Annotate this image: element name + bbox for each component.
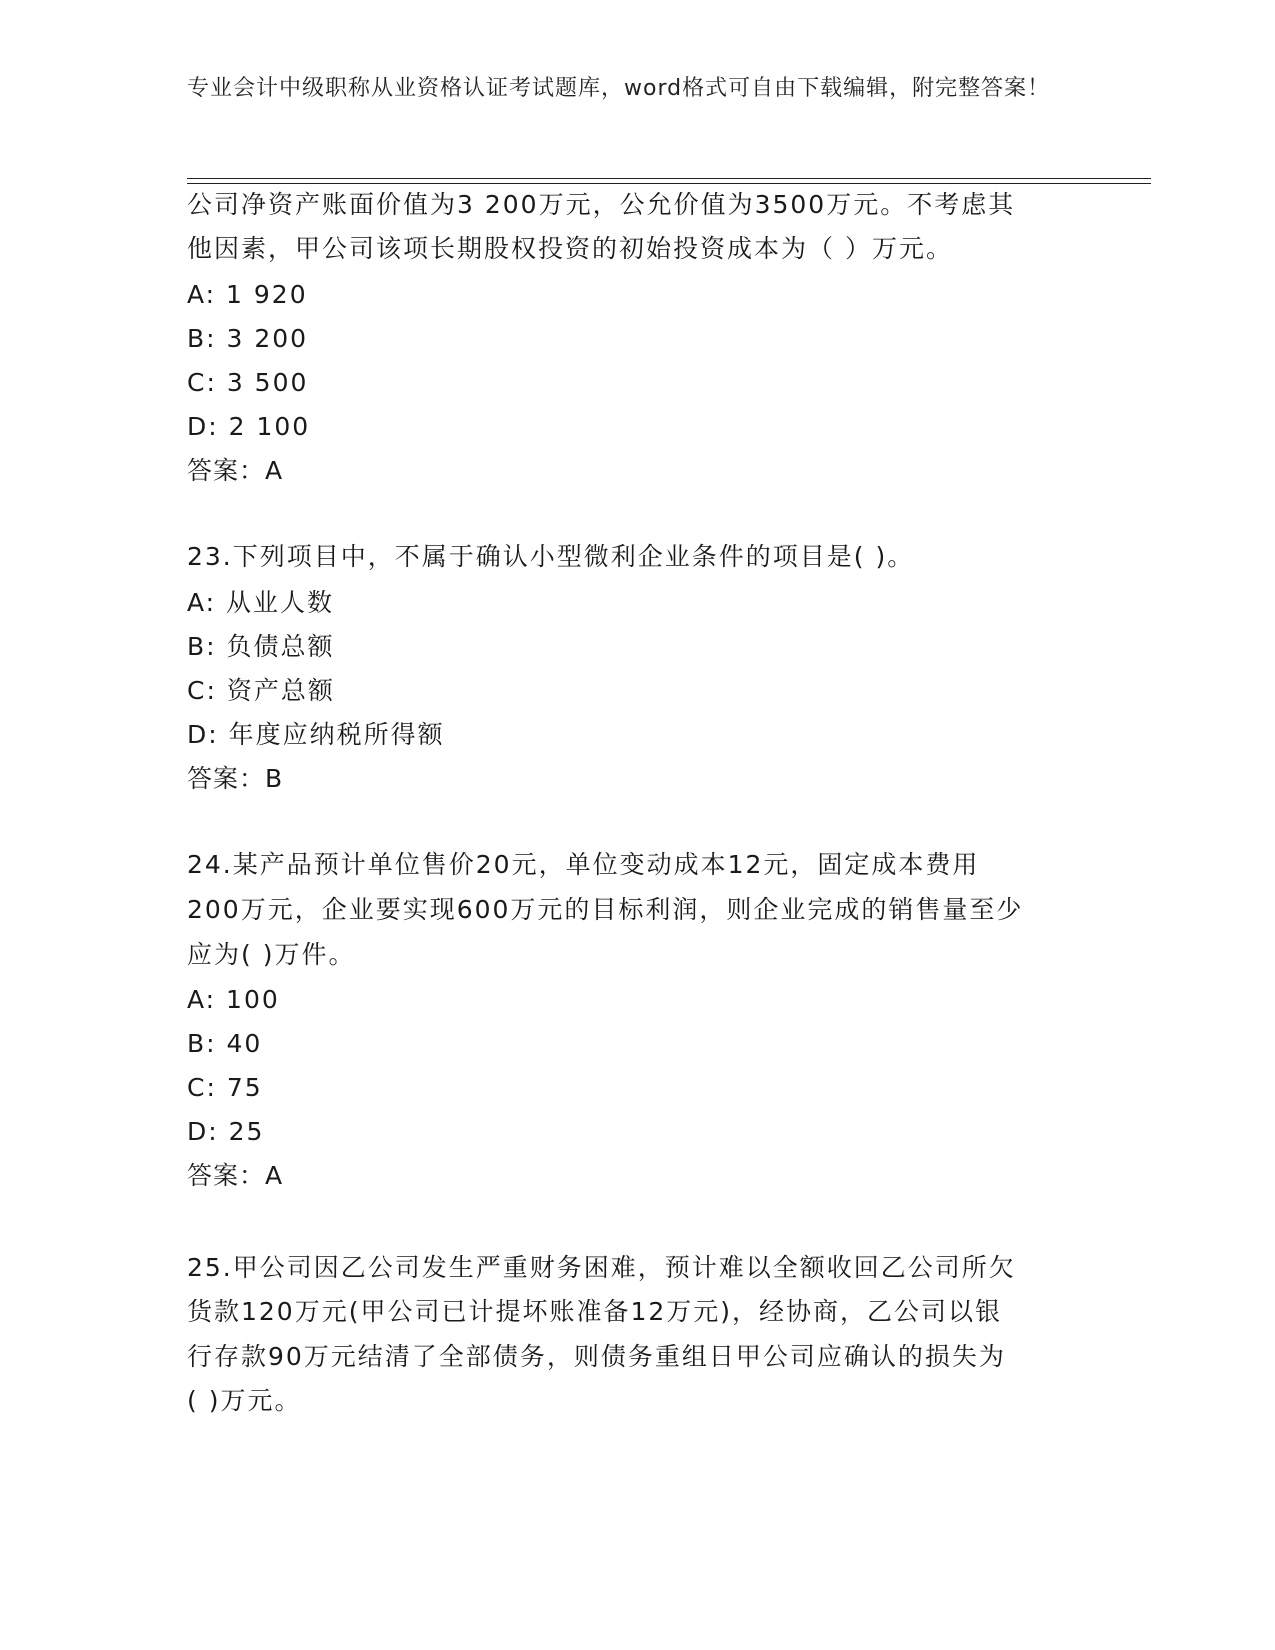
q25-stem-line-3: 行存款90万元结清了全部债务，则债务重组日甲公司应确认的损失为 [187, 1342, 1006, 1371]
q23-option-a: A: 从业人数 [187, 588, 335, 617]
q24-answer: 答案：A [187, 1161, 284, 1190]
q23-answer: 答案：B [187, 764, 284, 793]
q23-option-d: D: 年度应纳税所得额 [187, 720, 445, 749]
q23-option-c: C: 资产总额 [187, 676, 335, 705]
header-rule-bottom [187, 183, 1151, 184]
q22-option-a: A: 1 920 [187, 280, 308, 309]
q25-stem-line-1: 25.甲公司因乙公司发生严重财务困难，预计难以全额收回乙公司所欠 [187, 1253, 1016, 1282]
q24-stem-line-2: 200万元，企业要实现600万元的目标利润，则企业完成的销售量至少 [187, 895, 1024, 924]
q22-stem-line-1: 公司净资产账面价值为3 200万元，公允价值为3500万元。不考虑其 [187, 190, 1016, 219]
q22-option-c: C: 3 500 [187, 368, 309, 397]
q22-option-d: D: 2 100 [187, 412, 311, 441]
q24-option-d: D: 25 [187, 1117, 265, 1146]
q23-stem-line-1: 23.下列项目中，不属于确认小型微利企业条件的项目是( )。 [187, 542, 915, 571]
q24-option-b: B: 40 [187, 1029, 263, 1058]
q25-stem-line-2: 货款120万元(甲公司已计提坏账准备12万元)，经协商，乙公司以银 [187, 1297, 1003, 1326]
q24-option-a: A: 100 [187, 985, 280, 1014]
header-rule-top [187, 178, 1151, 179]
q25-stem-line-4: ( )万元。 [187, 1386, 302, 1415]
q22-option-b: B: 3 200 [187, 324, 309, 353]
q22-answer: 答案：A [187, 456, 284, 485]
q22-stem-line-2: 他因素，甲公司该项长期股权投资的初始投资成本为（ ）万元。 [187, 234, 953, 263]
q23-option-b: B: 负债总额 [187, 632, 335, 661]
q24-stem-line-3: 应为( )万件。 [187, 940, 356, 969]
q24-stem-line-1: 24.某产品预计单位售价20元，单位变动成本12元，固定成本费用 [187, 850, 980, 879]
q24-option-c: C: 75 [187, 1073, 263, 1102]
document-header: 专业会计中级职称从业资格认证考试题库，word格式可自由下载编辑，附完整答案！ [187, 76, 1051, 101]
